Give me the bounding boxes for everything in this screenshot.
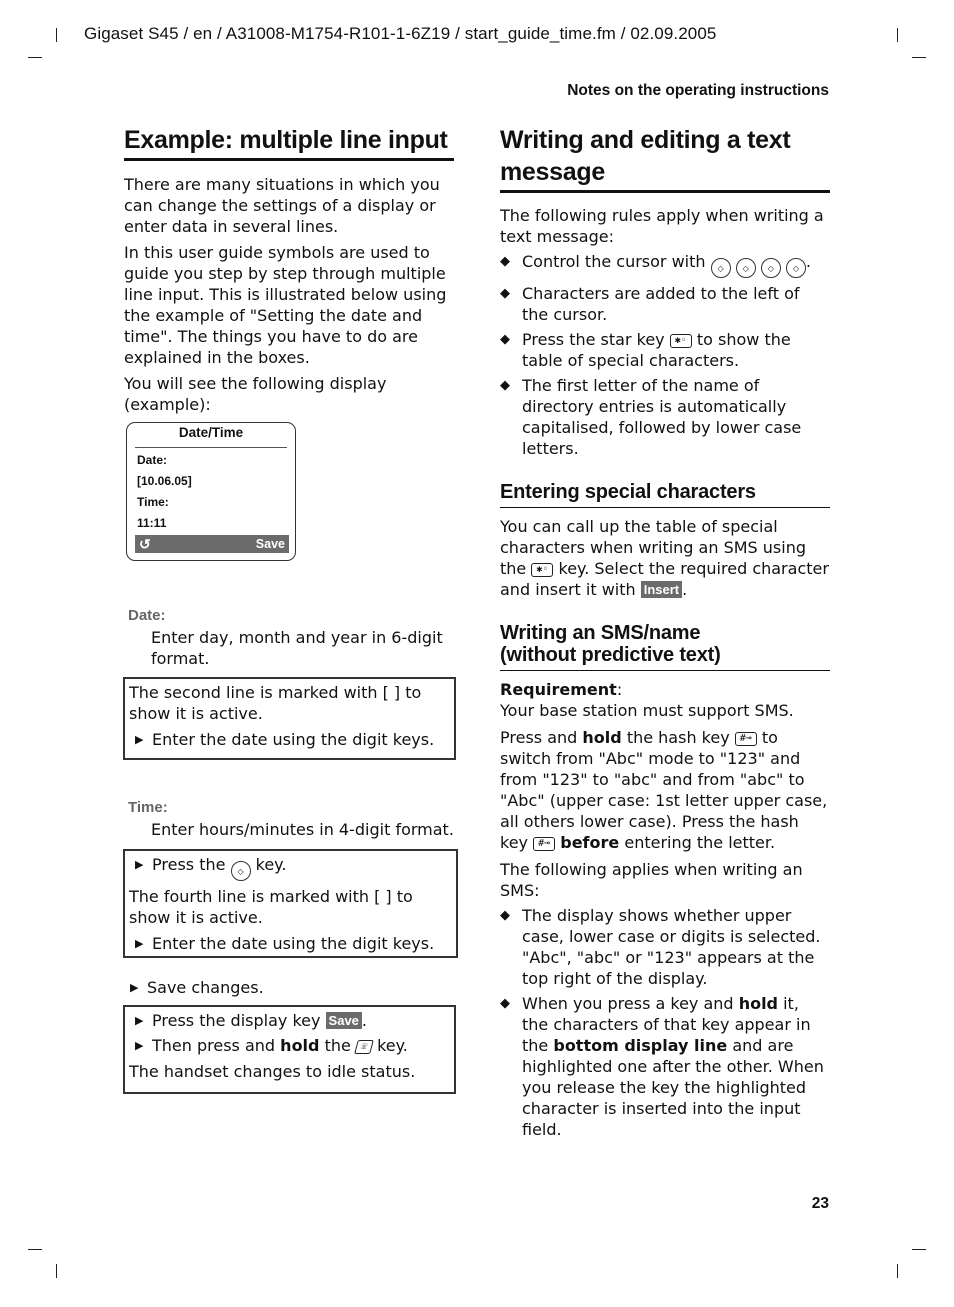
crop-mark (897, 1264, 898, 1278)
paragraph: You can call up the table of special characters when writing an SMS using the ✱◦ key. Select the required character and insert it with Insert . (500, 517, 829, 599)
step-arrow-icon: ▶ (135, 733, 144, 746)
step-text: Enter the date using the digit keys. (152, 730, 435, 749)
control-key-icon: ◇ (231, 861, 251, 881)
bullet-item (500, 905, 830, 989)
diamond-bullet-icon: ◆ (500, 254, 510, 269)
paragraph: Requirement: (500, 680, 623, 699)
crop-mark (912, 57, 926, 58)
paragraph: In this user guide symbols are used to guide you step by step through multiple line input. This is illustrated below using the example of "Setting the date and time". The things you have to do are explained in the boxes. (124, 243, 447, 367)
back-icon[interactable]: ↺ (139, 536, 151, 552)
requirement-label: Requirement (500, 680, 617, 699)
crop-mark (912, 1249, 926, 1250)
paragraph-text: to switch from "Abc" mode to "123" and from "123" to "abc" and from "abc" to "Abc" (upper case: 1st letter upper case, all others lower case). Press the hash key (500, 728, 828, 852)
display-line: 11:11 (137, 516, 167, 530)
subsection-title-line: (without predictive text) (500, 644, 721, 666)
paragraph-text: the hash key (626, 728, 730, 747)
bullet-text: it, the characters of that key appear in the (522, 994, 811, 1055)
display-softkey-bar (135, 535, 289, 553)
bullet-item (500, 283, 830, 325)
display-line: Date: (137, 453, 168, 467)
bullet-text: to show the table of special characters. (522, 330, 791, 370)
save-softkey: Save (326, 1012, 362, 1029)
display-title: Date/Time (178, 425, 244, 440)
bullet-item (500, 993, 830, 1140)
step-text: Press the display key (152, 1011, 321, 1030)
diamond-bullet-icon: ◆ (500, 332, 510, 347)
control-key-icon: ◇ (786, 258, 806, 278)
box-text: The second line is marked with [ ] to show it is active. (129, 683, 422, 723)
paragraph-text-bold: hold (582, 728, 622, 747)
crop-mark (28, 57, 42, 58)
crop-mark (28, 1249, 42, 1250)
date-label: Date: (128, 607, 166, 624)
bullet-text: The display shows whether upper case, lower case or digits is selected. "Abc", "abc" or "123" appears at the top right of the display. (522, 906, 821, 988)
step-arrow-icon: ▶ (135, 1014, 144, 1027)
right-column (500, 124, 830, 1140)
paragraph-text: Press and (500, 728, 578, 747)
step-text: key. (377, 1036, 408, 1055)
control-key-icon: ◇ (736, 258, 756, 278)
step-text: Save changes. (147, 978, 264, 997)
display-divider (135, 447, 287, 448)
paragraph-text: You can call up the table of special characters when writing an SMS using the (500, 517, 806, 578)
instruction-box (123, 849, 458, 958)
step-text: the (324, 1036, 351, 1055)
instruction-box (123, 677, 456, 760)
paragraph: The following applies when writing an SMS: (500, 860, 803, 900)
paragraph-text-bold: before (560, 833, 620, 852)
time-label: Time: (128, 799, 168, 816)
display-line: Time: (137, 495, 169, 509)
box-text: The handset changes to idle status. (129, 1062, 416, 1081)
bullet-text: Control the cursor with (522, 252, 706, 271)
paragraph: The following rules apply when writing a text message: (500, 206, 824, 246)
box-text: The fourth line is marked with [ ] to show it is active. (129, 887, 413, 927)
paragraph-text: key. Select the required character and insert it with (500, 559, 829, 599)
insert-softkey: Insert (641, 581, 682, 598)
bullet-item (500, 329, 830, 371)
crop-mark (56, 28, 57, 42)
display-line: [10.06.05] (137, 474, 192, 488)
running-head: Notes on the operating instructions (567, 82, 829, 99)
step (129, 1035, 450, 1056)
instruction-box (123, 1005, 456, 1094)
control-key-icon: ◇ (761, 258, 781, 278)
step-text: Press the (152, 855, 226, 874)
step (129, 854, 452, 881)
bullet-text: Press the star key (522, 330, 665, 349)
control-key-icon: ◇ (711, 258, 731, 278)
file-header: Gigaset S45 / en / A31008-M1754-R101-1-6Z19 / start_guide_time.fm / 02.09.2005 (84, 24, 717, 43)
bullet-text: When you press a key and (522, 994, 734, 1013)
subsection-title (500, 622, 830, 671)
diamond-bullet-icon: ◆ (500, 908, 510, 923)
end-call-key-icon: ☏ (354, 1040, 374, 1054)
step: ▶ Press the display key Save . (135, 1011, 368, 1030)
hash-key-icon: #⊸ (735, 732, 757, 746)
paragraph-text: entering the letter. (624, 833, 776, 852)
step-arrow-icon: ▶ (135, 858, 144, 871)
bullet-text: and are highlighted one after the other. When you release the key the highlighted character is inserted into the input field. (522, 1036, 824, 1139)
bullet-text: The first letter of the name of directory entries is automatically capitalised, followed by lower case letters. (522, 376, 802, 458)
left-column (124, 124, 454, 415)
diamond-bullet-icon: ◆ (500, 378, 510, 393)
date-description: Enter day, month and year in 6-digit format. (151, 628, 443, 668)
hash-key-icon: #⊸ (533, 837, 555, 851)
step (129, 729, 450, 750)
subsection-title-line: Writing an SMS/name (500, 622, 701, 644)
diamond-bullet-icon: ◆ (500, 996, 510, 1011)
bullet-text-bold: bottom display line (553, 1036, 728, 1055)
step-text: Then press and (152, 1036, 276, 1055)
step-arrow-icon: ▶ (135, 937, 144, 950)
subsection-title: Entering special characters (500, 481, 830, 508)
paragraph: You will see the following display (example): (124, 374, 387, 414)
star-key-icon: ✱◦ (531, 563, 553, 577)
step (129, 933, 452, 954)
diamond-bullet-icon: ◆ (500, 286, 510, 301)
page-number: 23 (811, 1195, 829, 1212)
bullet-text-bold: hold (738, 994, 779, 1013)
bullet-text: Characters are added to the left of the cursor. (522, 284, 800, 324)
save-softkey[interactable]: Save (255, 537, 285, 551)
step-arrow-icon: ▶ (130, 981, 139, 994)
step-text-bold: hold (280, 1036, 320, 1055)
bullet-item (500, 375, 830, 459)
step-text: Enter the date using the digit keys. (152, 934, 435, 953)
section-title: Example: multiple line input (124, 124, 454, 161)
crop-mark (56, 1264, 57, 1278)
bullet-item: ◆ Control the cursor with ◇ ◇ ◇ ◇ . (500, 251, 830, 278)
handset-display (126, 422, 296, 561)
paragraph: There are many situations in which you can change the settings of a display or enter data in several lines. (124, 175, 440, 236)
star-key-icon: ✱◦ (670, 334, 692, 348)
section-title: Writing and editing a text message (500, 124, 830, 193)
step-arrow-icon: ▶ (135, 1039, 144, 1052)
step-text: key. (255, 855, 287, 874)
paragraph: Your base station must support SMS. (500, 701, 794, 720)
paragraph (500, 727, 830, 853)
time-description: Enter hours/minutes in 4-digit format. (151, 820, 454, 839)
crop-mark (897, 28, 898, 42)
